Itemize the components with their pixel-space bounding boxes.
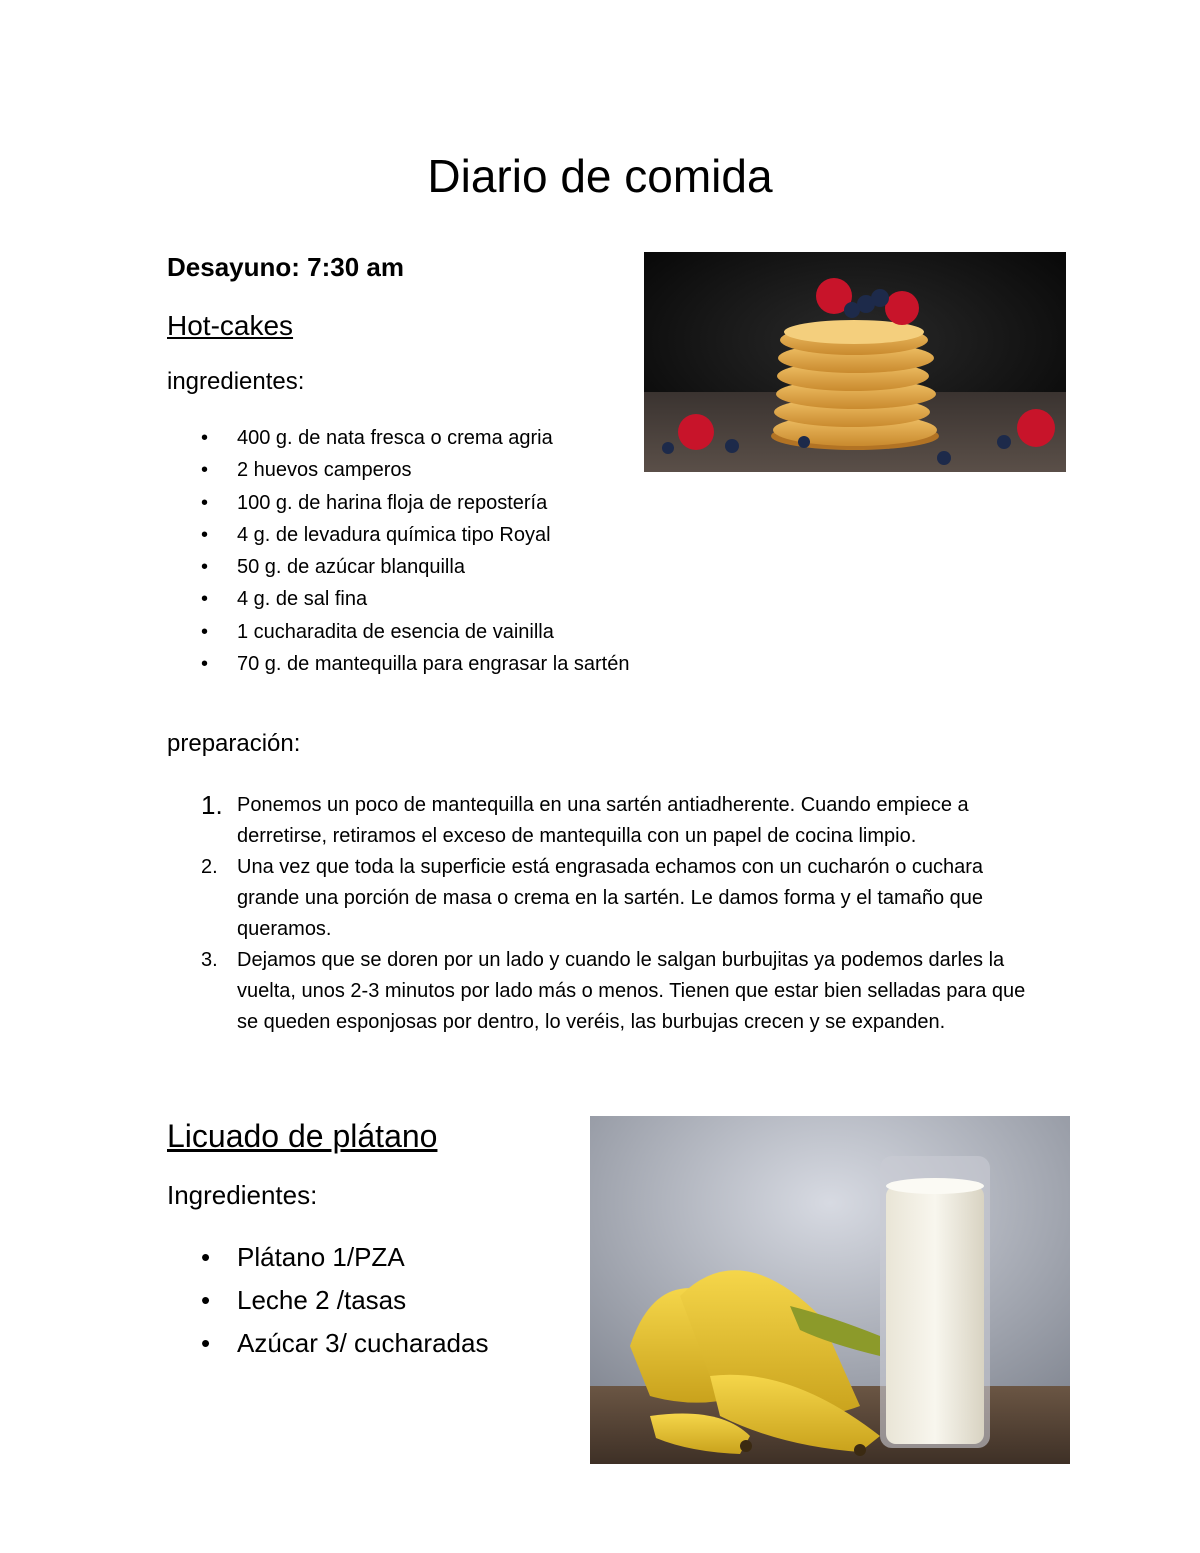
ingredients-label-licuado: Ingredientes: [167, 1180, 318, 1210]
step-number: 2. [201, 856, 218, 878]
list-item: • 2 huevos camperos [167, 454, 687, 486]
bullet-icon: • [201, 1328, 211, 1358]
list-item: • Plátano 1/PZA [167, 1236, 567, 1279]
recipe-title-licuado: Licuado de plátano [167, 1118, 438, 1154]
preparation-label: preparación: [167, 730, 301, 757]
hotcakes-ingredients-list [167, 422, 687, 680]
banana-milkshake-photo [590, 1116, 1070, 1464]
bullet-icon: • [201, 556, 209, 579]
bullet-icon: • [201, 653, 209, 676]
step-item: 3. Dejamos que se doren por un lado y cuando le salgan burbujitas ya podemos darles la vuelta, unos 2-3 minutos por lado más o menos. Tienen que estar bien selladas para que se queden esponjosas por dentro, lo veréis, las burbujas crecen y se expanden. [167, 945, 1047, 1038]
list-item: • 70 g. de mantequilla para engrasar la sartén [167, 648, 687, 680]
bullet-icon: • [201, 588, 209, 611]
list-item: • 100 g. de harina floja de repostería [167, 487, 687, 519]
recipe-title-hotcakes: Hot-cakes [167, 310, 294, 341]
licuado-ingredients-list [167, 1236, 567, 1365]
step-item: 1. Ponemos un poco de mantequilla en una sartén antiadherente. Cuando empiece a derretirse, retiramos el exceso de mantequilla con un papel de cocina limpio. [201, 790, 969, 847]
bullet-icon: • [201, 427, 209, 449]
meal-heading: Desayuno: 7:30 am [167, 252, 404, 282]
bullet-icon: • [201, 1242, 211, 1272]
list-item: • 50 g. de azúcar blanquilla [167, 551, 687, 583]
ingredients-label: ingredientes: [167, 368, 305, 395]
step-item: 2. Una vez que toda la superficie está engrasada echamos con un cucharón o cuchara grande una porción de masa o crema en la sartén. Le damos forma y el tamaño que queramos. [167, 852, 1047, 945]
list-item: • 4 g. de sal fina [167, 583, 687, 615]
bullet-icon: • [201, 523, 209, 546]
bullet-icon: • [201, 1285, 211, 1315]
page-title: Diario de comida [427, 150, 773, 202]
bullet-icon: • [201, 491, 209, 514]
bullet-icon: • [201, 620, 209, 643]
pancakes-photo [644, 252, 1066, 472]
list-item: • 4 g. de levadura química tipo Royal [167, 519, 687, 551]
list-item: • Azúcar 3/ cucharadas [167, 1322, 567, 1365]
banana-milkshake-illustration [590, 1116, 1070, 1464]
step-number: 1. [201, 790, 223, 820]
list-item: • 1 cucharadita de esencia de vainilla [167, 616, 687, 648]
list-item: • Leche 2 /tasas [167, 1279, 567, 1322]
bullet-icon: • [201, 459, 209, 482]
pancakes-illustration [644, 252, 1066, 472]
step-number: 3. [201, 949, 218, 971]
list-item: • 400 g. de nata fresca o crema agria [167, 422, 687, 454]
preparation-steps-list [167, 790, 1047, 1038]
